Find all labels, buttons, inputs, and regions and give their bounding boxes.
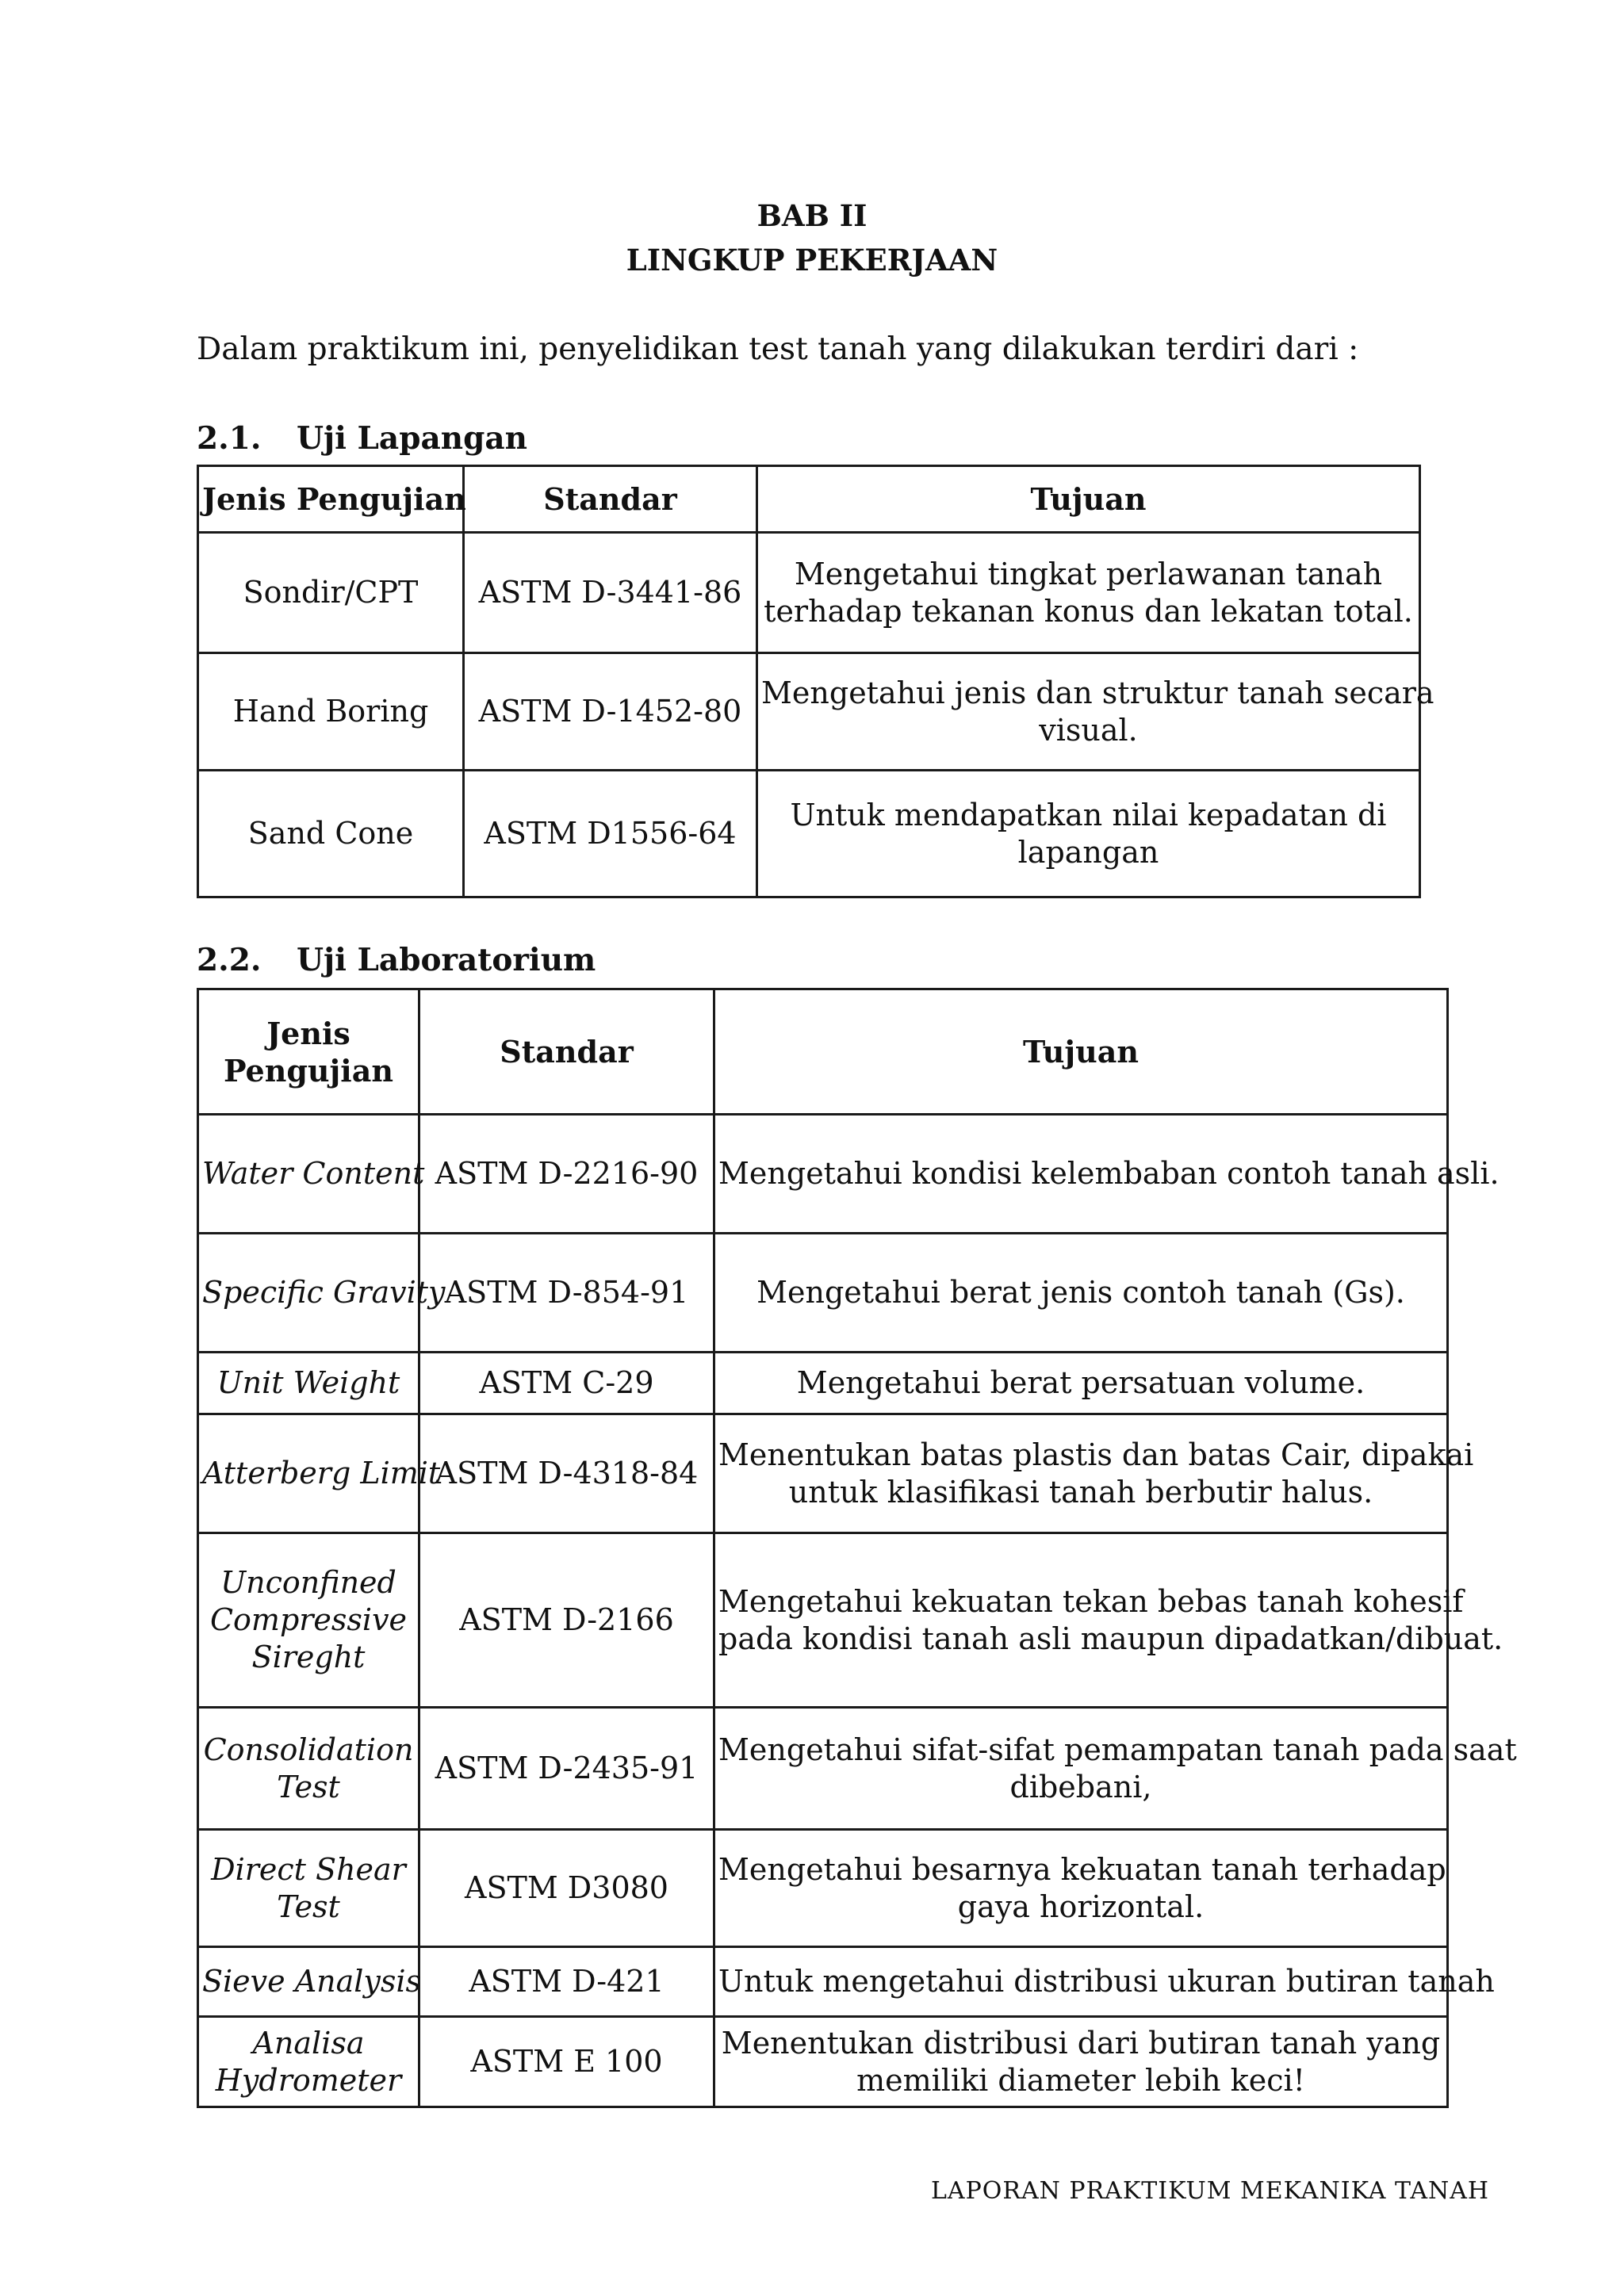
tujuan-line: Mengetahui jenis dan struktur tanah secara [761, 675, 1434, 710]
cell-jenis [198, 1414, 441, 1533]
header-tujuan: Tujuan [714, 989, 1448, 1115]
table-row [198, 1234, 1448, 1353]
tujuan-line: terhadap tekanan konus dan lekatan total. [764, 593, 1413, 629]
header-tujuan: Tujuan [757, 466, 1420, 533]
cell-standar: ASTM D-1452-80 [464, 653, 757, 771]
jenis-line: Analisa [252, 2025, 365, 2061]
jenis-line: Sieve Analysis [202, 1964, 422, 1999]
page-footer: LAPORAN PRAKTIKUM MEKANIKA TANAH [931, 2177, 1490, 2205]
jenis-line: Test [277, 1769, 340, 1804]
chapter-label: BAB II [756, 198, 868, 233]
table-row [198, 1353, 1448, 1414]
table-row [198, 1708, 1448, 1830]
tujuan-line: visual. [1039, 712, 1138, 748]
tujuan-line: Mengetahui berat persatuan volume. [796, 1365, 1365, 1400]
tujuan-line: Mengetahui tingkat perlawanan tanah [794, 556, 1383, 591]
table-row [198, 1115, 1448, 1234]
tujuan-line: Menentukan distribusi dari butiran tanah yang [721, 2025, 1441, 2061]
header-jenis [198, 989, 419, 1115]
header-line: Jenis [266, 1015, 350, 1051]
cell-standar: ASTM D-2166 [419, 1533, 714, 1708]
tujuan-line: untuk klasifikasi tanah berbutir halus. [788, 1474, 1373, 1510]
table-header-row [198, 989, 1448, 1115]
cell-tujuan [714, 1830, 1448, 1947]
tujuan-line: Untuk mengetahui distribusi ukuran butiran tanah [718, 1964, 1495, 1999]
cell-standar: ASTM D3080 [419, 1830, 714, 1947]
cell-tujuan [757, 771, 1420, 897]
cell-jenis [198, 1353, 419, 1414]
cell-standar: ASTM D-421 [419, 1947, 714, 2017]
cell-jenis [198, 1115, 425, 1234]
tujuan-line: Mengetahui sifat-sifat pemampatan tanah pada saat [718, 1732, 1517, 1767]
tujuan-line: memiliki diameter lebih keci! [856, 2062, 1305, 2098]
section-number: 2.1. [197, 420, 262, 457]
cell-standar: ASTM D-4318-84 [419, 1414, 714, 1533]
cell-jenis [198, 2017, 419, 2107]
cell-tujuan [714, 1234, 1448, 1353]
cell-jenis: Hand Boring [198, 653, 464, 771]
table-row [198, 1414, 1448, 1533]
cell-standar: ASTM E 100 [419, 2017, 714, 2107]
tujuan-line: dibebani, [1009, 1769, 1152, 1804]
header-jenis: Jenis Pengujian [198, 466, 464, 533]
jenis-line: Specific Gravity [202, 1275, 446, 1310]
jenis-line: Unit Weight [216, 1365, 400, 1400]
table-row [198, 653, 1420, 771]
table-row [198, 1947, 1448, 2017]
table-header-row [198, 466, 1420, 533]
jenis-line: Compressive [209, 1602, 408, 1637]
cell-jenis: Sand Cone [198, 771, 464, 897]
header-standar: Standar [419, 989, 714, 1115]
jenis-line: Hydrometer [215, 2062, 402, 2098]
tujuan-line: Untuk mendapatkan nilai kepadatan di [790, 797, 1387, 832]
cell-standar: ASTM C-29 [419, 1353, 714, 1414]
cell-jenis [198, 1533, 419, 1708]
cell-jenis [198, 1234, 446, 1353]
tujuan-line: lapangan [1017, 834, 1159, 870]
section-heading-uji-laboratorium [197, 942, 596, 978]
cell-tujuan [757, 653, 1434, 771]
cell-jenis [198, 1947, 422, 2017]
tujuan-line: Mengetahui besarnya kekuatan tanah terhadap [718, 1851, 1446, 1887]
table-row [198, 771, 1420, 897]
jenis-line: Direct Shear [211, 1851, 406, 1887]
cell-tujuan [714, 1353, 1448, 1414]
jenis-line: Test [277, 1888, 340, 1924]
section-title: Uji Laboratorium [297, 942, 596, 978]
cell-standar: ASTM D-3441-86 [464, 533, 757, 653]
cell-standar: ASTM D-854-91 [419, 1234, 714, 1353]
jenis-line: Water Content [202, 1156, 425, 1191]
tujuan-line: pada kondisi tanah asli maupun dipadatkan/dibuat. [718, 1621, 1503, 1656]
table-row [198, 2017, 1448, 2107]
field-test-table [197, 465, 1434, 898]
section-number: 2.2. [197, 942, 262, 978]
tujuan-line: Mengetahui kekuatan tekan bebas tanah kohesif [718, 1583, 1464, 1619]
table-row [198, 1830, 1448, 1947]
cell-standar: ASTM D1556-64 [464, 771, 757, 897]
chapter-title: LINGKUP PEKERJAAN [626, 243, 998, 277]
tujuan-line: Menentukan batas plastis dan batas Cair, dipakai [718, 1437, 1474, 1472]
jenis-line: Consolidation [203, 1732, 414, 1767]
cell-tujuan [714, 1115, 1500, 1234]
table-row [198, 1533, 1448, 1708]
tujuan-line: Mengetahui kondisi kelembaban contoh tanah asli. [718, 1156, 1500, 1191]
section-heading-uji-lapangan [197, 420, 527, 457]
cell-tujuan [714, 2017, 1448, 2107]
cell-jenis: Sondir/CPT [198, 533, 464, 653]
cell-tujuan [714, 1708, 1517, 1830]
cell-tujuan [757, 533, 1420, 653]
header-standar: Standar [464, 466, 757, 533]
header-line: Pengujian [224, 1052, 393, 1089]
cell-tujuan [714, 1533, 1503, 1708]
cell-standar: ASTM D-2435-91 [419, 1708, 714, 1830]
tujuan-line: Mengetahui berat jenis contoh tanah (Gs). [756, 1275, 1405, 1310]
jenis-line: Atterberg Limit [202, 1456, 441, 1490]
tujuan-line: gaya horizontal. [957, 1888, 1205, 1924]
cell-jenis [198, 1830, 419, 1947]
table-row [198, 533, 1420, 653]
cell-jenis [198, 1708, 419, 1830]
section-title: Uji Lapangan [297, 420, 527, 457]
lab-test-table [197, 988, 1517, 2108]
cell-tujuan [714, 1947, 1495, 2017]
cell-standar: ASTM D-2216-90 [419, 1115, 714, 1234]
intro-paragraph: Dalam praktikum ini, penyelidikan test tanah yang dilakukan terdiri dari : [197, 331, 1359, 367]
jenis-line: Sireght [251, 1640, 366, 1674]
jenis-line: Unconfined [220, 1565, 396, 1600]
cell-tujuan [714, 1414, 1474, 1533]
